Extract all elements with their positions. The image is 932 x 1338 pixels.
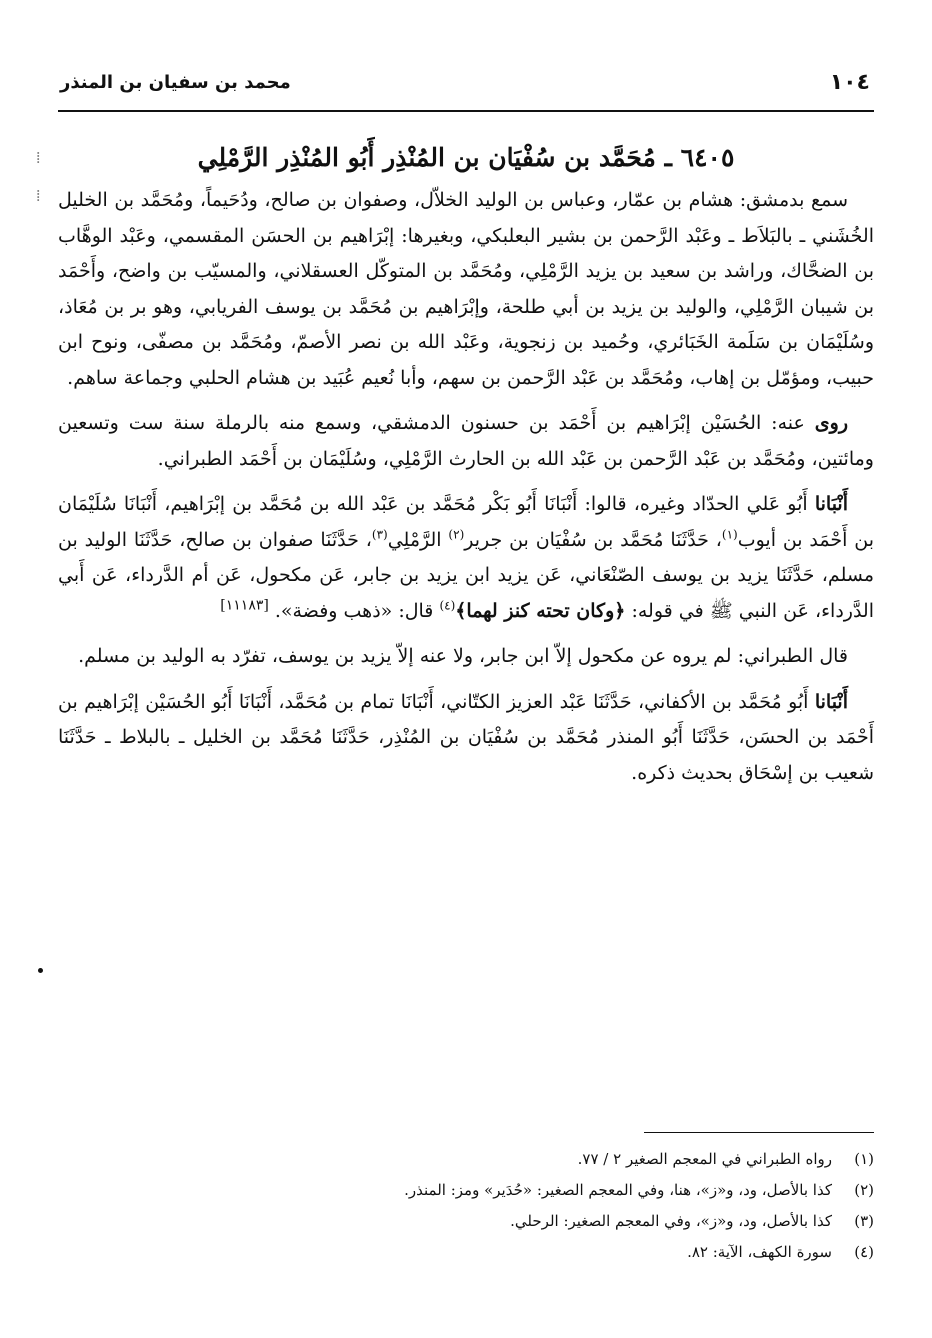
footnotes xyxy=(58,1144,874,1268)
paragraph-lead: أَنْبَانا xyxy=(814,690,848,713)
footnote-text: سورة الكهف، الآية: ٨٢. xyxy=(687,1243,832,1261)
paragraph-hadith xyxy=(58,487,874,629)
paragraph-text: الرَّمْلِي xyxy=(387,528,449,551)
paragraph-tabarani-note: قال الطبراني: لم يروه عن مكحول إلاّ ابن جابر، ولا عنه إلاّ يزيد بن يوسف، تفرّد به الوليد بن مسلم. xyxy=(78,645,848,667)
footnote-text: كذا بالأصل، ود، و«ز»، وفي المعجم الصغير: الرحلي. xyxy=(510,1212,832,1230)
footnote-text: كذا بالأصل، ود، و«ز»، هنا، وفي المعجم الصغير: «حُدَير» ومز: المنذر. xyxy=(404,1181,832,1199)
page-number: ١٠٤ xyxy=(829,70,870,95)
entry-body xyxy=(58,183,874,801)
footnote-number: (١) xyxy=(854,1150,874,1168)
paragraph-text: ، حَدَّثَنَا صفوان بن صالح، حَدَّثَنَا الوليد بن مسلم، حَدَّثَنَا يزيد بن يوسف الصّنْعَاني، عَن يزيد ابن يزيد بن جابر، عَن مكحول، عَن أم الدَّرداء، عَن أَبي الدَّرداء، عَن النبي ﷺ في قوله: xyxy=(58,528,874,622)
paragraph-text: قال: «ذهب وفضة». xyxy=(274,599,440,622)
footnote-number: (٢) xyxy=(854,1181,874,1199)
paragraph-second-isnad xyxy=(58,685,874,792)
reference-number: [١١١٨٣] xyxy=(220,597,269,614)
running-title: محمد بن سفيان بن المنذر xyxy=(60,72,291,93)
paragraph-text: أَبُو مُحَمَّد بن الأكفاني، حَدَّثَنَا عَبْد العزيز الكتّاني، أَنْبَانَا تمام بن مُحَمَّد، أَنْبَانَا أَبُو الحُسَيْن إبْرَاهيم بن أَحْمَد بن الحسَن، حَدَّثَنَا أَبُو المنذر مُحَمَّد بن سُفْيَان بن المُنْذِر، حَدَّثَنَا مُحَمَّد بن الخليل ـ بالبلاط ـ حَدَّثَنَا شعيب بن إسْحَاق بحديث ذكره. xyxy=(58,690,874,784)
footnote-marker[interactable]: (١) xyxy=(721,527,738,542)
footnote-marker[interactable]: (٢) xyxy=(448,527,465,542)
footnote-number: (٤) xyxy=(854,1243,874,1261)
footnote-item xyxy=(58,1206,874,1237)
margin-dot xyxy=(38,968,43,973)
entry-heading: ٦٤٠٥ ـ مُحَمَّد بن سُفْيَان بن المُنْذِر أَبُو المُنْذِر الرَّمْلِي xyxy=(197,143,735,172)
footnote-marker[interactable]: (٣) xyxy=(371,527,388,542)
footnote-text: رواه الطبراني في المعجم الصغير ٢ / ٧٧. xyxy=(577,1150,832,1168)
footnote-divider xyxy=(644,1132,874,1133)
footnote-number: (٣) xyxy=(854,1212,874,1230)
footnote-marker[interactable]: (٤) xyxy=(439,598,456,613)
footnote-item xyxy=(58,1144,874,1175)
quran-citation: ﴿وكان تحته كنز لهما﴾ xyxy=(455,599,626,622)
footnote-item xyxy=(58,1175,874,1206)
margin-mark: ⁞ xyxy=(36,186,41,205)
paragraph-text: ، حَدَّثَنَا مُحَمَّد بن سُفْيَان بن جرير xyxy=(464,528,722,551)
paragraph-text: أَبُو عَلي الحدّاد وغيره، قالوا: أَنْبَانَا أَبُو بَكْر مُحَمَّد بن عَبْد الله بن مُحَمَّد بن إبْرَاهيم، أَنْبَانَا سُلَيْمَان بن أَحْمَد بن أيوب xyxy=(58,493,875,551)
paragraph-lead: روى xyxy=(814,412,848,434)
paragraph-narrators xyxy=(58,406,874,477)
paragraph-teachers: سمع بدمشق: هشام بن عمّار، وعباس بن الوليد الخلاّل، وصفوان بن صالح، ودُحَيماً، ومُحَمَّد بن الخليل الخُشَني ـ بالبَلاَط ـ وعَبْد الرَّحمن بن بشير البعلبكي، وبغيرها: إبْرَاهيم بن الحسَن المقسمي، وعَبْد الوهَّاب بن الضحَّاك، وراشد بن سعيد بن يزيد الرَّمْلِي، ومُحَمَّد بن المتوكّل العسقلاني، والمسيّب بن واضح، وأَحْمَد بن شيبان الرَّمْلِي، والوليد بن يزيد بن أبي طلحة، وإبْرَاهيم بن مُحَمَّد بن يوسف الفريابي، وهو بر بن مُعَاذ، وسُلَيْمَان بن سَلَمة الخَبَائري، وحُميد بن زنجوية، وعَبْد الله بن نصر الأصمّ، ومُحَمَّد بن مصفّى، ونوح ابن حبيب، ومؤمّل بن إهاب، ومُحَمَّد بن عَبْد الرَّحمن بن سهم، وأبا نُعيم عُبَيد بن هشام الحلبي وجماعة ساهم. xyxy=(58,189,874,389)
running-header xyxy=(58,62,874,112)
margin-mark: ⁞ xyxy=(36,148,41,167)
paragraph-lead: أَنْبَانا xyxy=(814,493,848,515)
paragraph-text: عنه: الحُسَيْن إبْرَاهيم بن أَحْمَد بن حسنون الدمشقي، وسمع منه بالرملة سنة ست وتسعين ومائتين، ومُحَمَّد بن عَبْد الرَّحمن بن عَبْد الله بن الحارث الرَّمْلِي، وسُلَيْمَان بن أَحْمَد الطبراني. xyxy=(58,412,874,470)
footnote-item xyxy=(58,1237,874,1268)
